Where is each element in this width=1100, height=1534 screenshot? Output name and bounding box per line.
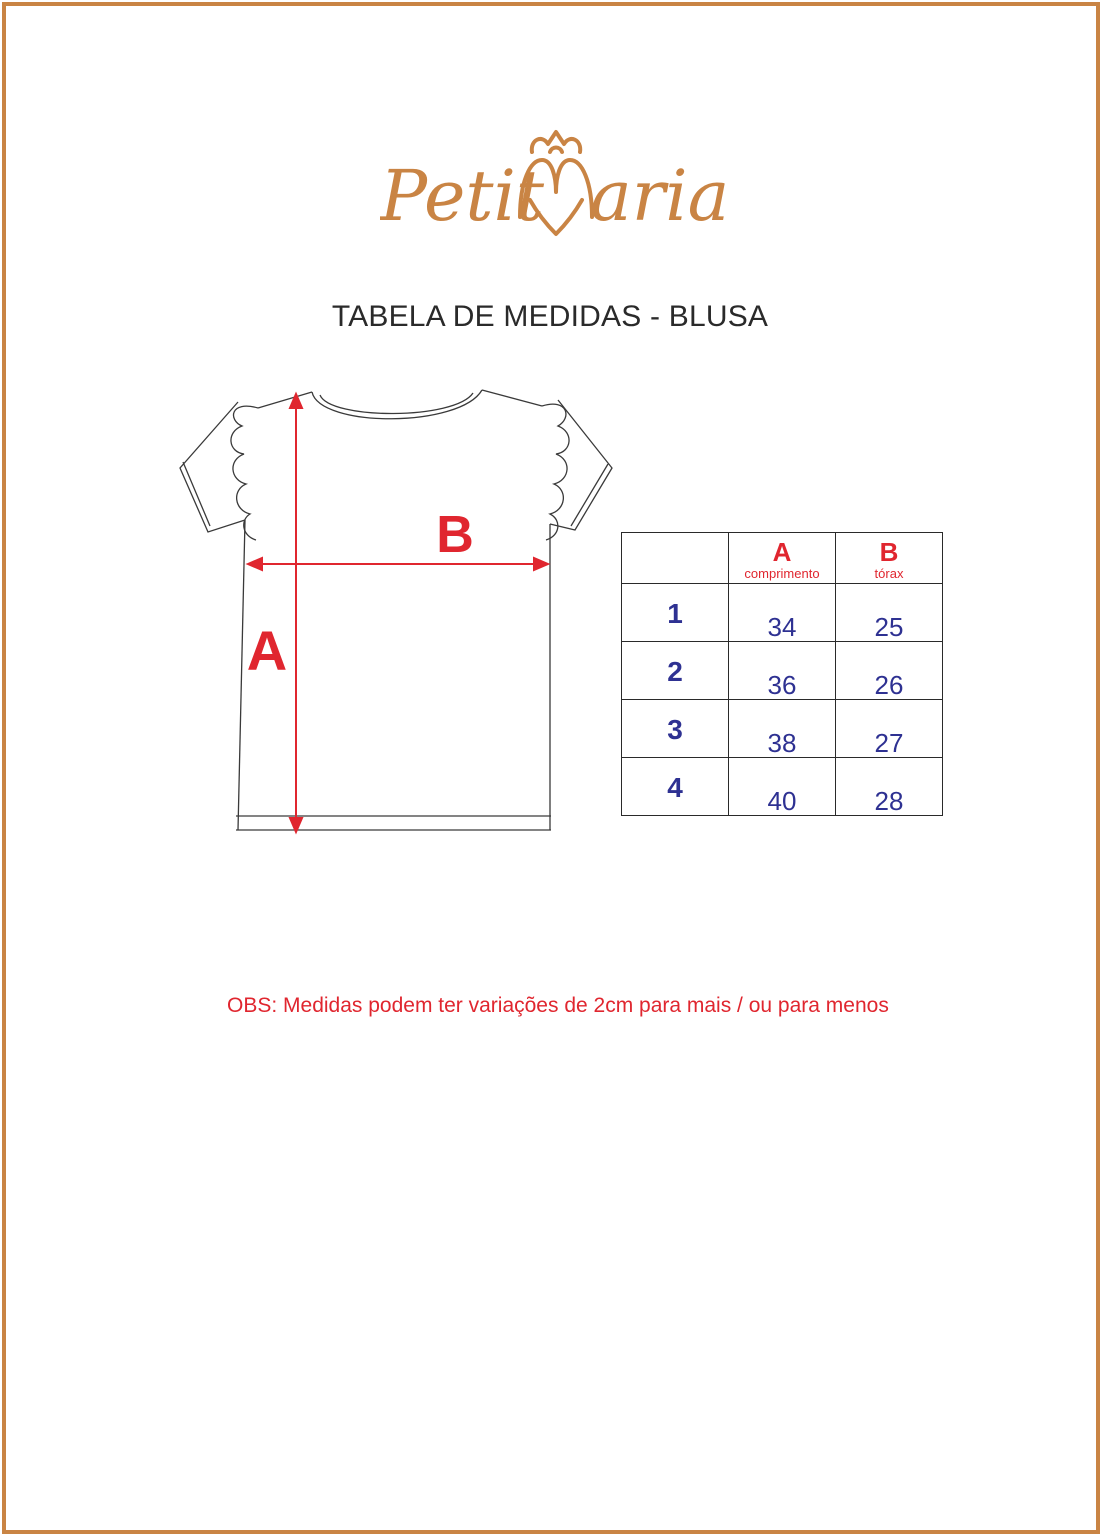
document-title: TABELA DE MEDIDAS - BLUSA — [331, 300, 769, 333]
header-subtitle: comprimento — [744, 566, 820, 581]
label-a: A — [246, 619, 288, 682]
header-cell-a — [729, 533, 836, 584]
size-table — [621, 532, 943, 816]
table-row — [622, 642, 943, 700]
table-row — [622, 700, 943, 758]
size-number: 1 — [667, 598, 683, 629]
length-value: 40 — [767, 786, 797, 816]
svg-text:Petit: Petit — [380, 155, 545, 237]
length-value: 34 — [767, 612, 797, 642]
size-number: 3 — [667, 714, 683, 745]
table-row — [622, 584, 943, 642]
length-value: 38 — [767, 728, 797, 758]
chest-value: 25 — [874, 612, 904, 642]
header-letter: A — [772, 537, 792, 567]
header-cell-empty — [622, 533, 729, 584]
table-row — [622, 758, 943, 816]
chest-value: 26 — [874, 670, 904, 700]
table-header-row — [622, 533, 943, 584]
header-cell-b — [836, 533, 943, 584]
chest-value: 28 — [874, 786, 904, 816]
size-number: 4 — [667, 772, 683, 803]
length-value: 36 — [767, 670, 797, 700]
blouse-diagram — [170, 380, 630, 850]
svg-text:aria: aria — [590, 155, 730, 237]
label-b: B — [436, 506, 474, 564]
petit-maria-logo — [380, 122, 760, 242]
measurement-note: OBS: Medidas podem ter variações de 2cm para mais / ou para menos — [227, 994, 889, 1017]
chest-value: 27 — [874, 728, 904, 758]
size-number: 2 — [667, 656, 683, 687]
header-letter: B — [879, 537, 899, 567]
header-subtitle: tórax — [874, 566, 904, 581]
